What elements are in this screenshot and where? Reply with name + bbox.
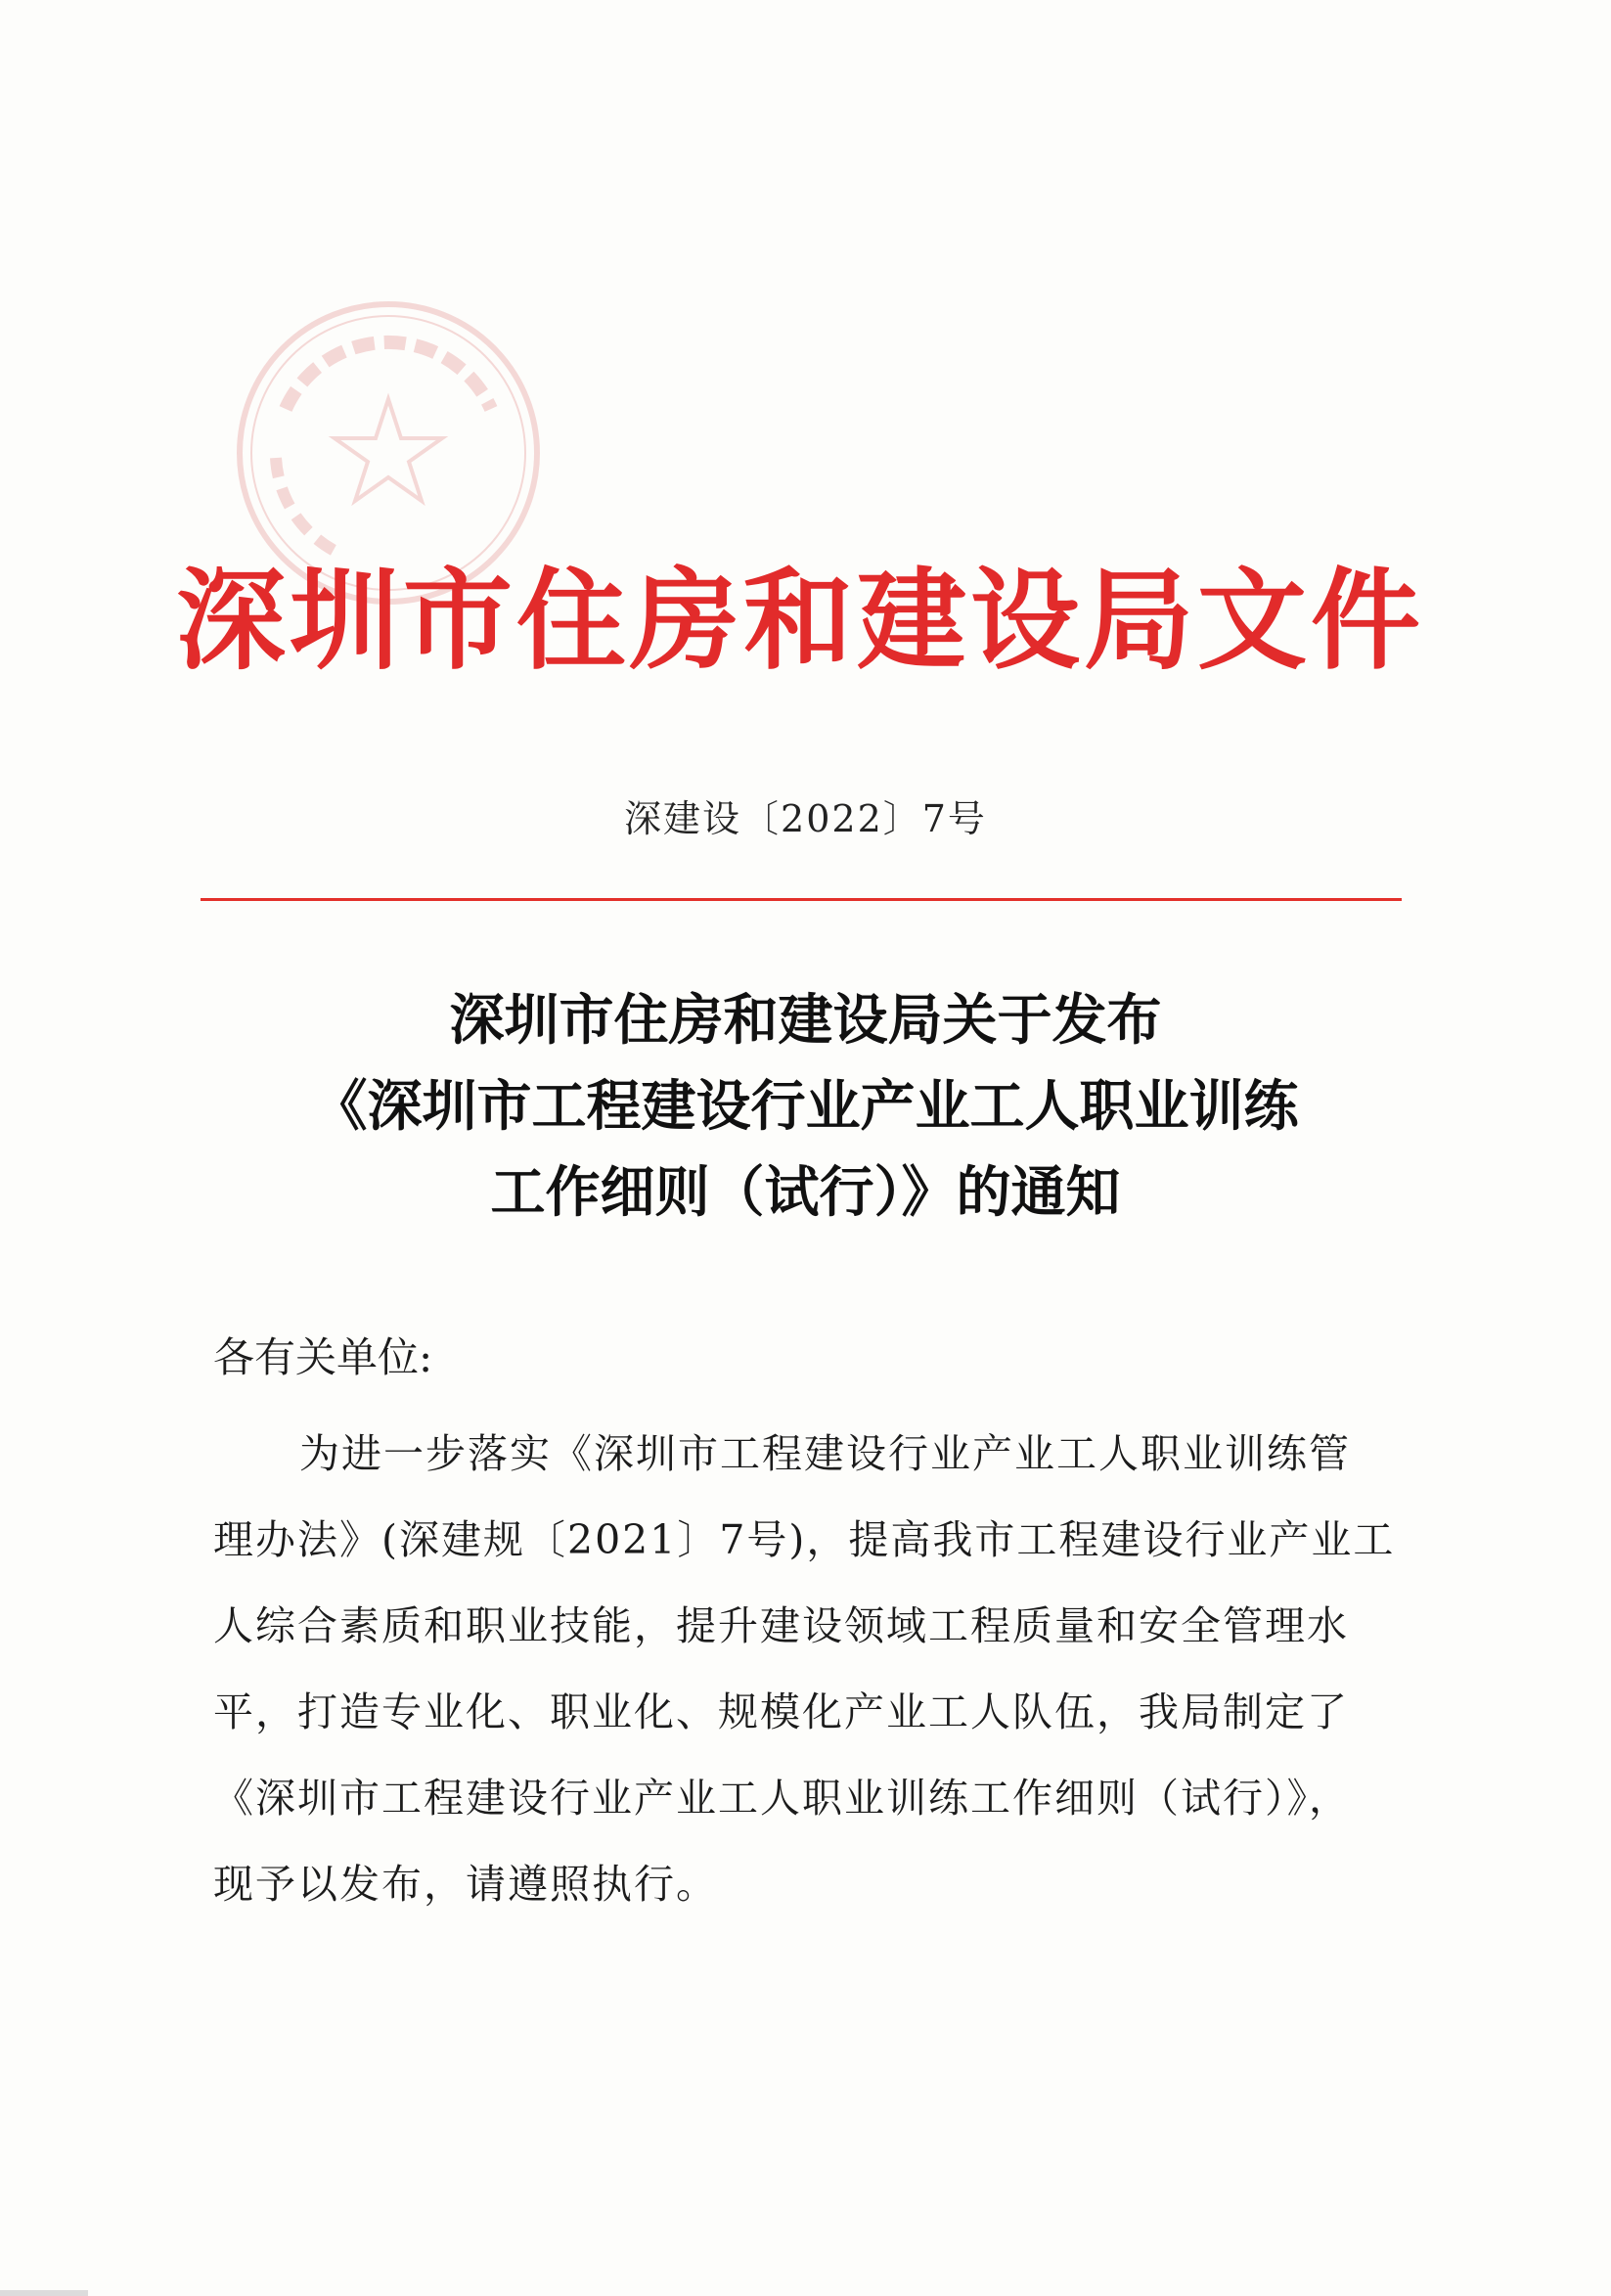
title-line-1: 深圳市住房和建设局关于发布 <box>449 989 1162 1053</box>
red-divider <box>201 898 1402 901</box>
body-line: 为进一步落实《深圳市工程建设行业产业工人职业训练管 <box>299 1430 1351 1477</box>
title-line-2: 《深圳市工程建设行业产业工人职业训练 <box>312 1075 1299 1139</box>
document-masthead: 深圳市住房和建设局文件 <box>176 557 1424 685</box>
scan-edge-mark <box>0 2290 88 2296</box>
body-line: 人综合素质和职业技能，提升建设领域工程质量和安全管理水 <box>213 1602 1349 1649</box>
document-title <box>0 978 1611 1237</box>
salutation: 各有关单位: <box>213 1333 433 1381</box>
body-line: 现予以发布，请遵照执行。 <box>213 1861 718 1908</box>
body-line: 理办法》(深建规〔2021〕7号)，提高我市工程建设行业产业工 <box>213 1516 1396 1563</box>
body-paragraph <box>213 1411 1416 1927</box>
body-line: 平，打造专业化、职业化、规模化产业工人队伍，我局制定了 <box>213 1688 1349 1735</box>
title-line-3: 工作细则（试行）》的通知 <box>490 1161 1121 1225</box>
document-number: 深建设〔2022〕7号 <box>624 797 987 840</box>
body-line: 《深圳市工程建设行业产业工人职业训练工作细则（试行）》， <box>213 1775 1351 1822</box>
